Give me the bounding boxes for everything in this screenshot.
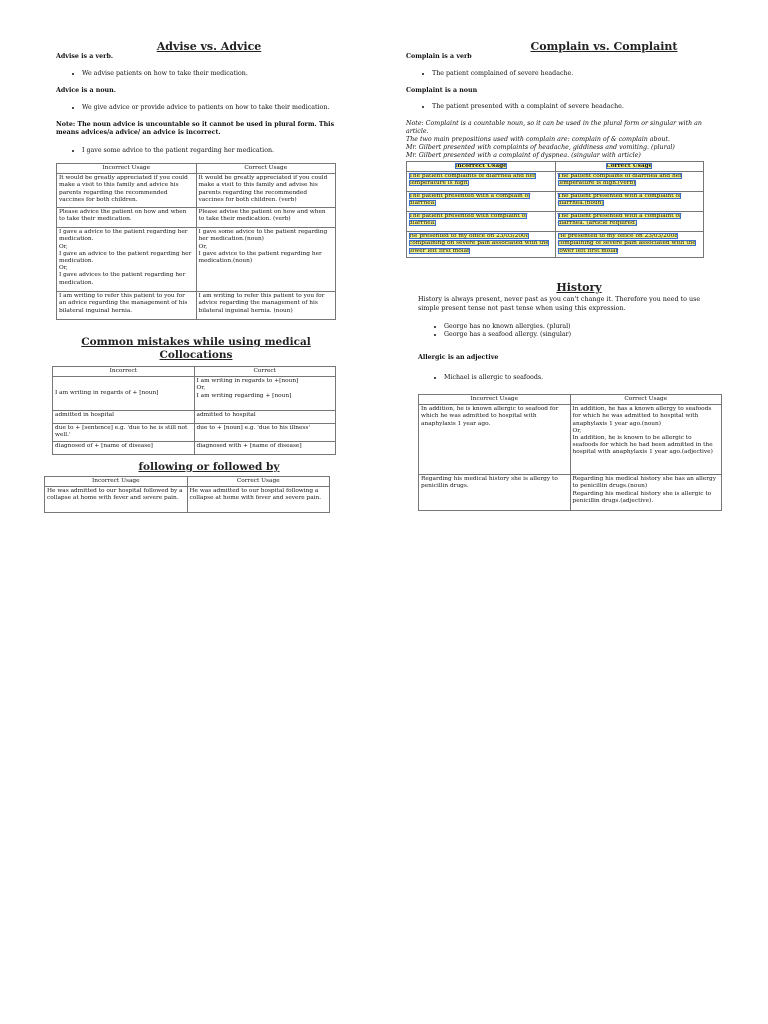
table-cell: It would be greatly appreciated if you could make a visit to this family and advice his parents regarding the recommended vaccines for both children. bbox=[57, 174, 197, 208]
table-header: Correct bbox=[194, 367, 336, 377]
table-cell: I am writing to refer this patient to you for an advice regarding the management of his bilateral inguinal hernia. bbox=[57, 292, 197, 320]
table-row bbox=[57, 174, 336, 208]
complain-title: Complain vs. Complaint bbox=[530, 40, 678, 53]
table-cell bbox=[555, 172, 704, 192]
highlighted-text: The patient complaints of diarrhea and her temperature is high. bbox=[409, 173, 536, 187]
table-header: Incorrect Usage bbox=[419, 395, 571, 405]
table-cell: Please advice the patient on how and when to take their medication. bbox=[57, 208, 197, 228]
table-row bbox=[53, 411, 336, 424]
table-header-row bbox=[419, 395, 722, 405]
table-cell: I am writing to refer this patient to you for advice regarding the management of his bilateral inguinal hernia. (noun) bbox=[196, 292, 336, 320]
advise-advice-table bbox=[56, 163, 336, 320]
table-cell: In addition, he is known allergic to seafood for which he was admitted to hospital with anaphylaxis 1 year ago. bbox=[419, 405, 571, 475]
list-item: • The patient complained of severe headache. bbox=[432, 70, 742, 78]
table-row bbox=[57, 292, 336, 320]
highlighted-text: The patient presented with a complaint of diarrhea.(noun) bbox=[557, 193, 682, 207]
table-cell: I gave a advice to the patient regarding her medication. Or, I gave an advice to the patient regarding her medication. Or, I gave advices to the patient regarding her medication. bbox=[57, 228, 197, 292]
table-header-row bbox=[53, 367, 336, 377]
table-cell bbox=[407, 172, 556, 192]
table-cell: I am writing in regards to +[noun] Or, I am writing regarding + [noun] bbox=[194, 377, 336, 411]
advice-noun-heading: Advice is a noun. bbox=[56, 87, 116, 94]
history-text: History is always present, never past as you can't change it. Therefore you need to use simple present tense not past tense when using this expression. bbox=[418, 295, 701, 312]
history-list bbox=[418, 323, 734, 339]
table-row bbox=[407, 172, 704, 192]
complaint-note bbox=[406, 120, 706, 160]
table-row bbox=[407, 212, 704, 232]
table-cell: I gave some advice to the patient regarding her medication.(noun) Or, I gave advice to the patient regarding her medication.(noun) bbox=[196, 228, 336, 292]
list-item: • I gave some advice to the patient regarding her medication. bbox=[82, 147, 382, 155]
table-row bbox=[53, 441, 336, 454]
list-item: • George has a seafood allergy. (singular) bbox=[444, 331, 734, 339]
table-row bbox=[57, 208, 336, 228]
table-cell: Regarding his medical history she is allergy to penicillin drugs. bbox=[419, 475, 571, 511]
table-header-row bbox=[407, 162, 704, 172]
table-cell: admitted to hospital bbox=[194, 411, 336, 424]
table-row bbox=[419, 475, 722, 511]
table-row bbox=[45, 487, 330, 513]
collocations-title: Common mistakes while using medical Collocations bbox=[81, 336, 311, 361]
table-row bbox=[57, 228, 336, 292]
table-cell: Please advise the patient on how and when to take their medication. (verb) bbox=[196, 208, 336, 228]
table-cell: diagnosed of + [name of disease] bbox=[53, 441, 195, 454]
table-row bbox=[53, 377, 336, 411]
complaint-noun-heading: Complaint is a noun bbox=[406, 87, 478, 94]
table-row bbox=[419, 405, 722, 475]
table-cell bbox=[407, 232, 556, 258]
table-header: Correct Usage bbox=[196, 164, 336, 174]
table-cell: due to + [sentence] e.g. 'due to he is still not well.' bbox=[53, 424, 195, 441]
highlighted-text: The patient presented with a complain of diarrhea. bbox=[409, 193, 531, 207]
complaint-noun-list bbox=[406, 103, 742, 111]
table-cell bbox=[555, 212, 704, 232]
list-item: • Michael is allergic to seafoods. bbox=[444, 374, 734, 382]
table-header-row bbox=[57, 164, 336, 174]
following-title: following or followed by bbox=[138, 461, 280, 473]
table-cell: due to + [noun] e.g. 'due to his illness' bbox=[194, 424, 336, 441]
table-header: Correct Usage bbox=[570, 395, 722, 405]
advise-title: Advise vs. Advice bbox=[156, 40, 262, 53]
table-cell: diagnosed with + [name of disease] bbox=[194, 441, 336, 454]
table-header: Correct Usage bbox=[187, 477, 330, 487]
table-row bbox=[407, 232, 704, 258]
table-cell bbox=[555, 232, 704, 258]
advice-note: Note: The noun advice is uncountable so it cannot be used in plural form. This means advices/a advice/ an advice is incorrect. bbox=[56, 121, 335, 136]
list-item: • We advise patients on how to take their medication. bbox=[82, 70, 382, 78]
highlighted-text: The patient presented with a complaint of diarrhea. (article required) bbox=[557, 213, 682, 227]
table-row bbox=[53, 424, 336, 441]
allergic-list bbox=[418, 374, 734, 382]
advice-note-list bbox=[56, 147, 382, 155]
header-label: Incorrect Usage bbox=[454, 163, 507, 169]
table-row bbox=[407, 192, 704, 212]
list-item: • George has no known allergies. (plural) bbox=[444, 323, 734, 331]
table-cell: He was admitted to our hospital followed by a collapse at home with fever and severe pain. bbox=[45, 487, 188, 513]
table-header: Incorrect Usage bbox=[57, 164, 197, 174]
advise-verb-heading: Advise is a verb. bbox=[56, 53, 114, 60]
history-title: History bbox=[556, 281, 602, 294]
table-header bbox=[407, 162, 556, 172]
complain-verb-list bbox=[406, 70, 742, 78]
table-cell: He was admitted to our hospital following a collapse at home with fever and severe pain. bbox=[187, 487, 330, 513]
collocations-table bbox=[52, 366, 336, 455]
table-cell bbox=[407, 192, 556, 212]
list-item: • The patient presented with a complaint of severe headache. bbox=[432, 103, 742, 111]
complain-table bbox=[406, 161, 704, 258]
highlighted-text: He presented to my office on 23/03/2008 complaining on severe pain associated with the lower left first molar bbox=[409, 233, 549, 254]
note-line: Mr. Gilbert presented with complaints of headache, giddiness and vomiting. (plural) bbox=[406, 144, 675, 151]
table-cell bbox=[407, 212, 556, 232]
complain-verb-heading: Complain is a verb bbox=[406, 53, 472, 60]
allergic-heading: Allergic is an adjective bbox=[418, 354, 499, 361]
highlighted-text: The patient complains of diarrhea and her temperature is high.(verb) bbox=[557, 173, 682, 187]
following-table bbox=[44, 476, 330, 513]
header-label: Correct Usage bbox=[606, 163, 653, 169]
table-header: Incorrect bbox=[53, 367, 195, 377]
table-header-row bbox=[45, 477, 330, 487]
advise-verb-list bbox=[56, 70, 382, 78]
allergic-table bbox=[418, 394, 722, 511]
highlighted-text: The patient presented with complaint of diarrhea. bbox=[409, 213, 528, 227]
note-line: The two main prepositions used with complain are: complain of & complain about. bbox=[406, 136, 670, 143]
table-cell: In addition, he has a known allergy to seafoods for which he was admitted to hospital with anaphylaxis 1 year ago.(noun) Or, In addition, he is known to be allergic to seafoods for which he had been admitted in the hospital with anaphylaxis 1 year ago.(adjective) bbox=[570, 405, 722, 475]
note-line: Mr. Gilbert presented with a complaint of dyspnea. (singular with article) bbox=[406, 152, 641, 159]
table-header bbox=[555, 162, 704, 172]
highlighted-text: He presented to my office on 23/03/2008 complaining of severe pain associated with the lower left first molar bbox=[557, 233, 696, 254]
advice-noun-list bbox=[56, 104, 382, 112]
table-cell bbox=[555, 192, 704, 212]
table-cell: It would be greatly appreciated if you could make a visit to this family and advise his parents regarding the recommended vaccines for both children. (verb) bbox=[196, 174, 336, 208]
table-cell: admitted in hospital bbox=[53, 411, 195, 424]
table-cell: Regarding his medical history she has an allergy to penicillin drugs.(noun) Regarding his medical history she is allergic to penicillin drugs.(adjective). bbox=[570, 475, 722, 511]
note-line: Note: Complaint is a countable noun, so it can be used in the plural form or singular with an article. bbox=[406, 120, 702, 135]
table-header: Incorrect Usage bbox=[45, 477, 188, 487]
table-cell: I am writing in regards of + [noun] bbox=[53, 377, 195, 411]
list-item: • We give advice or provide advice to patients on how to take their medication. bbox=[82, 104, 382, 112]
